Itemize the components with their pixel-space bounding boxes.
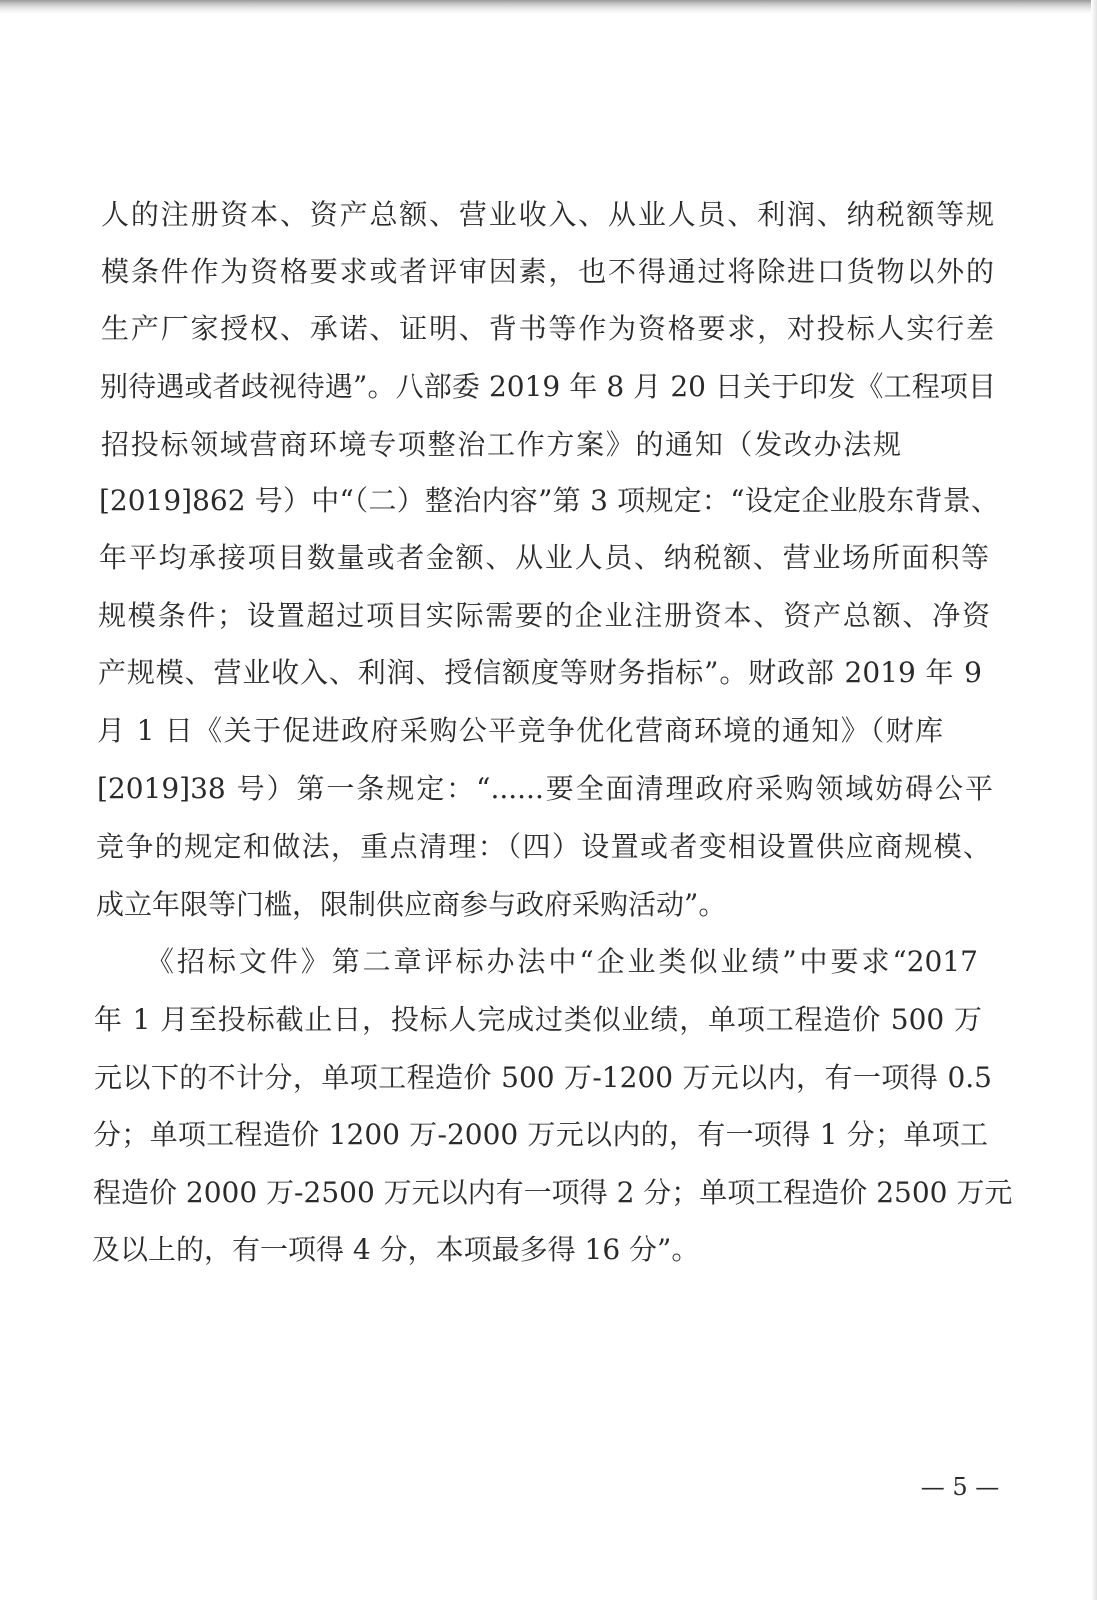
text-line: 分；单项工程造价 1200 万-2000 万元以内的，有一项得 1 分；单项工 [93,1118,988,1151]
page-number: — 5 — [920,1473,1000,1501]
text-line: 生产厂家授权、承诺、证明、背书等作为资格要求，对投标人实行差 [101,312,994,345]
text-line: 及以上的，有一项得 4 分，本项最多得 16 分”。 [92,1233,700,1266]
text-line: 别待遇或者歧视待遇”。八部委 2019 年 8 月 20 日关于印发《工程项目 [100,370,996,403]
text-line: 元以下的不计分，单项工程造价 500 万-1200 万元以内，有一项得 0.5 [94,1061,992,1094]
text-line: [2019]862 号）中“（二）整治内容”第 3 项规定：“设定企业股东背景、 [99,484,999,517]
text-line: [2019]38 号）第一条规定：“......要全面清理政府采购领域妨碍公平 [97,772,993,805]
text-line: 《招标文件》第二章评标办法中“企业类似业绩”中要求“2017 [146,945,978,978]
text-line: 人的注册资本、资产总额、营业收入、从业人员、利润、纳税额等规 [101,198,994,231]
text-line: 月 1 日《关于促进政府采购公平竞争优化营商环境的通知》（财库 [97,714,943,747]
text-line: 成立年限等门槛，限制供应商参与政府采购活动”。 [96,888,727,921]
text-line: 程造价 2000 万-2500 万元以内有一项得 2 分；单项工程造价 2500 万元 [93,1176,1013,1209]
text-line: 模条件作为资格要求或者评审因素，也不得通过将除进口货物以外的 [101,255,994,288]
text-line: 竞争的规定和做法，重点清理：（四）设置或者变相设置供应商规模、 [96,830,991,863]
text-line: 规模条件；设置超过项目实际需要的企业注册资本、资产总额、净资 [98,599,990,632]
text-line: 年平均承接项目数量或者金额、从业人员、纳税额、营业场所面积等 [99,541,989,574]
text-line: 年 1 月至投标截止日，投标人完成过类似业绩，单项工程造价 500 万 [94,1003,982,1036]
text-line: 招投标领域营商环境专项整治工作方案》的通知（发改办法规 [101,428,901,461]
text-line: 产规模、营业收入、利润、授信额度等财务指标”。财政部 2019 年 9 [98,656,982,689]
